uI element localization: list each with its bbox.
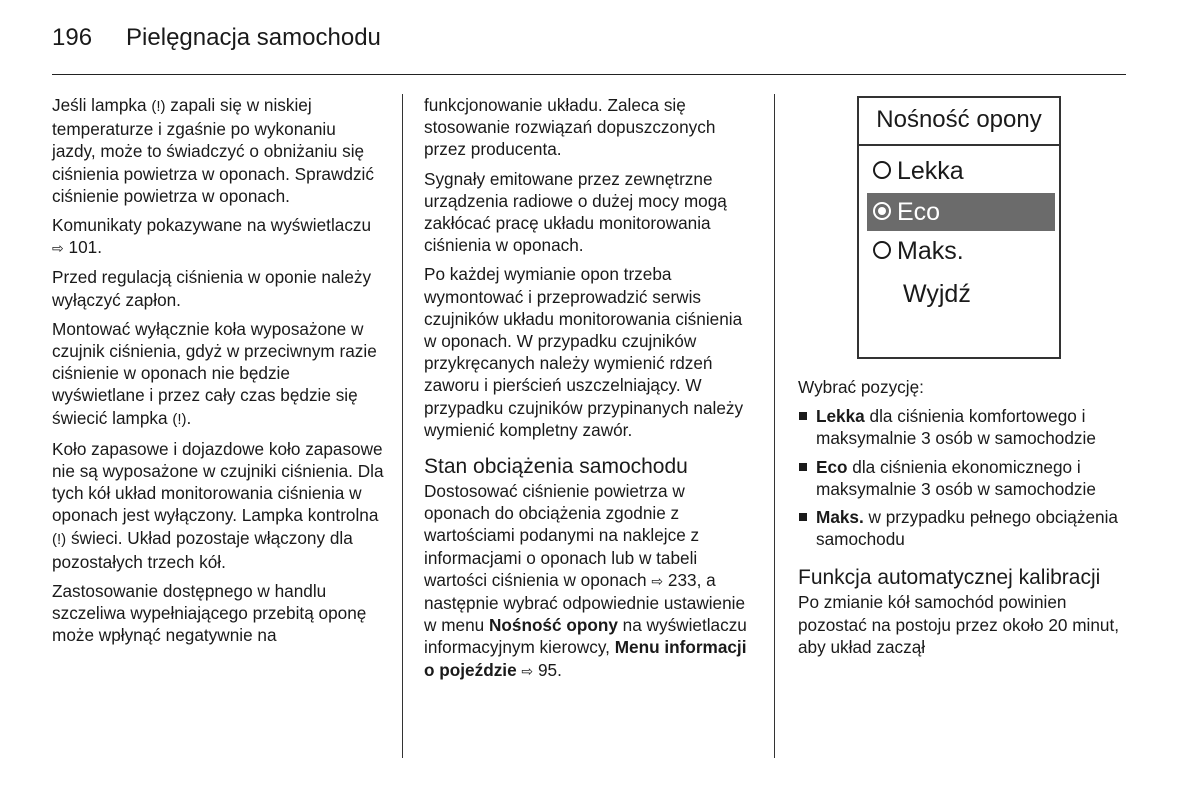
radio-selected-icon <box>873 202 891 220</box>
paragraph: Zastosowanie dostępnego w handlu szczeliwa wypełniającego przebitą oponę może wpłynąć negatywnie na <box>52 581 367 646</box>
tire-load-menu-display <box>857 96 1061 359</box>
paragraph: Koło zapasowe i dojazdowe koło zapasowe nie są wyposażone w czujniki ciśnienia. Dla tych kół układ monitorowania ciśnienia w oponach jest wyłączony. Lampka kontrolna (!) świeci. Układ pozostaje włączony dla pozostałych trzech kół. <box>52 438 384 572</box>
paragraph: Jeśli lampka (!) zapali się w niskiej temperaturze i zgaśnie po wykonaniu jazdy, może to świadczyć o obniżaniu się ciśnienia powietrza w oponach. Sprawdzić ciśnienie powietrza w oponach. <box>52 95 374 206</box>
arrow-reference-icon: ⇨ <box>52 240 64 257</box>
column-divider <box>774 94 775 758</box>
section-heading: Stan obciążenia samochodu <box>424 455 688 479</box>
page-reference[interactable]: 95 <box>537 659 558 680</box>
bullet-icon <box>799 513 807 521</box>
paragraph: Wybrać pozycję: <box>798 377 924 397</box>
option-list <box>798 405 1130 550</box>
bullet-icon <box>799 463 807 471</box>
page-number: 196 <box>52 24 93 51</box>
list-item: Maks. w przypadku pełnego obciążenia samochodu <box>798 506 1130 550</box>
radio-empty-icon <box>873 161 891 179</box>
page-reference[interactable]: 233 <box>667 569 697 590</box>
list-item: Lekka dla ciśnienia komfortowego i maksymalnie 3 osób w samochodzie <box>798 405 1130 449</box>
paragraph: Przed regulacją ciśnienia w oponie należy wyłączyć zapłon. <box>52 267 372 310</box>
tire-pressure-warning-icon: (!) <box>151 98 166 115</box>
paragraph: Montować wyłącznie koła wyposażone w czujnik ciśnienia, gdyż w przeciwnym razie ciśnienie w oponach nie będzie wyświetlane i przez cały czas będzie się świecić lampka (!). <box>52 318 384 431</box>
menu-name: Nośność opony <box>488 615 618 636</box>
menu-option-lekka[interactable]: Lekka <box>867 152 1055 190</box>
arrow-reference-icon: ⇨ <box>651 572 664 589</box>
header-divider <box>52 74 1126 75</box>
page-header <box>52 24 381 64</box>
menu-title: Nośność opony <box>876 106 1042 133</box>
paragraph: Po każdej wymianie opon trzeba wymontować i przeprowadzić serwis czujników układu monitorowania ciśnienia w oponach. W przypadku czujników przykręcanych należy wymienić rdzeń zaworu i pierścień uszczelniający. W przypadku czujników przypinanych należy wymienić kompletny zawór. <box>424 264 744 440</box>
radio-empty-icon <box>873 241 891 259</box>
menu-title-divider <box>859 144 1059 146</box>
arrow-reference-icon: ⇨ <box>521 662 534 679</box>
section-heading: Funkcja automatycznej kalibracji <box>798 566 1101 590</box>
menu-exit[interactable]: Wyjdź <box>903 280 971 308</box>
paragraph: Komunikaty pokazywane na wyświetlaczu ⇨ 101. <box>52 214 384 259</box>
text-column-1 <box>52 94 384 654</box>
column-divider <box>402 94 403 758</box>
paragraph: funkcjonowanie układu. Zaleca się stosowanie rozwiązań dopuszczonych przez producenta. <box>424 95 716 160</box>
bullet-icon <box>799 412 807 420</box>
menu-option-eco[interactable]: Eco <box>867 193 1055 231</box>
page-title: Pielęgnacja samochodu <box>126 24 381 51</box>
menu-option-maks[interactable]: Maks. <box>867 232 1055 270</box>
text-column-2 <box>424 94 754 689</box>
tire-pressure-warning-icon: (!) <box>172 410 187 428</box>
paragraph: Dostosować ciśnienie powietrza w oponach do obciążenia zgodnie z wartościami podanymi na naklejce z informacjami o oponach lub w tabeli wartości ciśnienia w oponach ⇨ 233, a następnie wybrać odpowiednie ustawienie w menu Nośność opony na wyświetlaczu informacyjnym kierowcy, Menu informacji o pojeździe ⇨ 95. <box>424 480 754 682</box>
page-reference[interactable]: 101 <box>68 237 98 258</box>
menu-name: Menu informacji o pojeździe <box>424 637 747 680</box>
paragraph: Po zmianie kół samochód powinien pozostać na postoju przez około 20 minut, aby układ zaczął <box>798 592 1120 657</box>
tire-pressure-warning-icon: (!) <box>52 530 67 548</box>
list-item: Eco dla ciśnienia ekonomicznego i maksymalnie 3 osób w samochodzie <box>798 456 1130 500</box>
paragraph: Sygnały emitowane przez zewnętrzne urządzenia radiowe o dużej mocy mogą zakłócać pracę układu monitorowania ciśnienia w oponach. <box>424 168 727 256</box>
text-column-3 <box>798 376 1130 665</box>
